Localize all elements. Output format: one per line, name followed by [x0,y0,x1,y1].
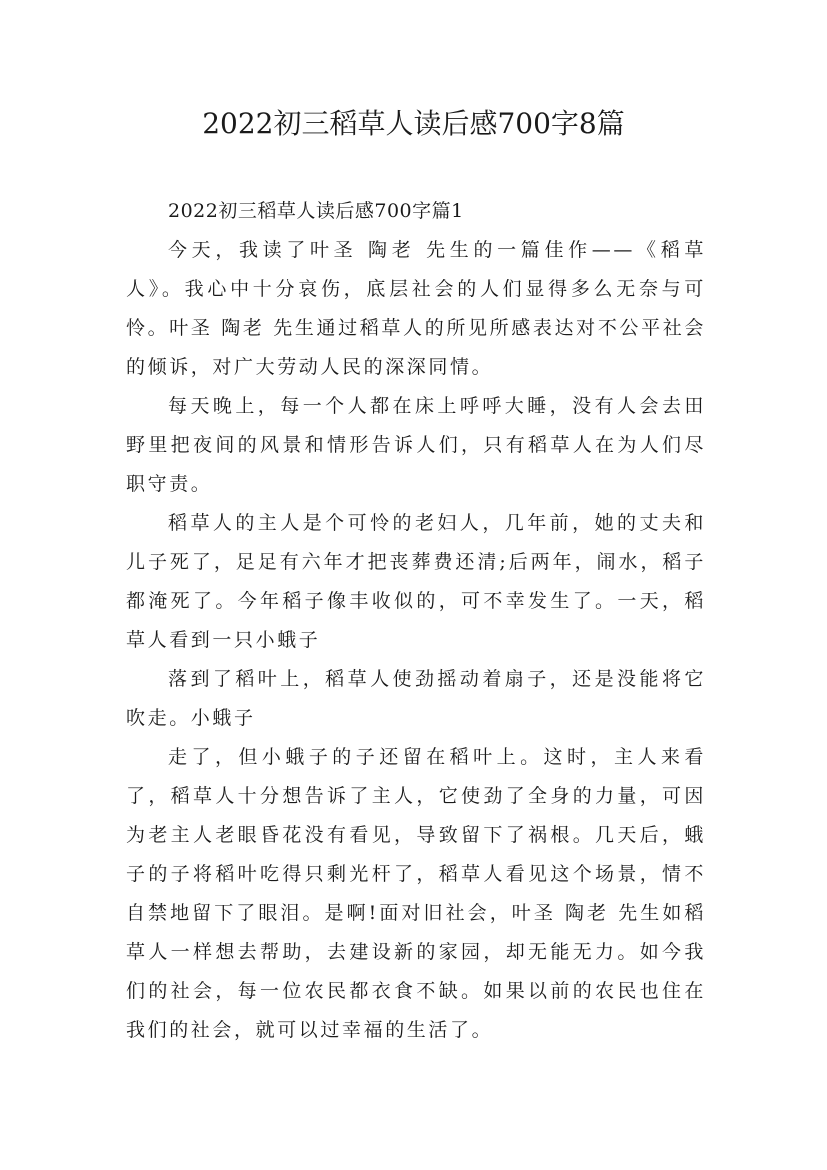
document-title: 2022初三稻草人读后感700字8篇 [202,107,625,140]
paragraph-2: 每天晚上，每一个人都在床上呼呼大睡，没有人会去田野里把夜间的风景和情形告诉人们，只有稻草人在为人们尽职守责。 [126,395,706,495]
section-heading: 2022初三稻草人读后感700字篇1 [168,200,464,222]
paragraph-5: 走了，但小蛾子的子还留在稻叶上。这时，主人来看了，稻草人十分想告诉了主人，它使劲了全身的力量，可因为老主人老眼昏花没有看见，导致留下了祸根。几天后，蛾子的子将稻叶吃得只剩光杆了，稻草人看见这个场景，情不自禁地留下了眼泪。是啊!面对旧社会，叶圣 陶老 先生如稻草人一样想去帮助，去建设新的家园，却无能无力。如今我们的社会，每一位农民都衣食不缺。如果以前的农民也住在我们的社会，就可以过幸福的生活了。 [126,746,706,1041]
paragraph-3: 稻草人的主人是个可怜的老妇人，几年前，她的丈夫和儿子死了，足足有六年才把丧葬费还清;后两年，闹水，稻子都淹死了。今年稻子像丰收似的，可不幸发生了。一天，稻草人看到一只小蛾子 [126,512,706,651]
paragraph-1: 今天，我读了叶圣 陶老 先生的一篇佳作——《稻草人》。我心中十分哀伤，底层社会的人们显得多么无奈与可怜。叶圣 陶老 先生通过稻草人的所见所感表达对不公平社会的倾诉，对广大劳动人民的深深同情。 [126,239,706,378]
document-body [126,192,706,1050]
paragraph-4: 落到了稻叶上，稻草人使劲摇动着扇子，还是没能将它吹走。小蛾子 [126,668,706,729]
